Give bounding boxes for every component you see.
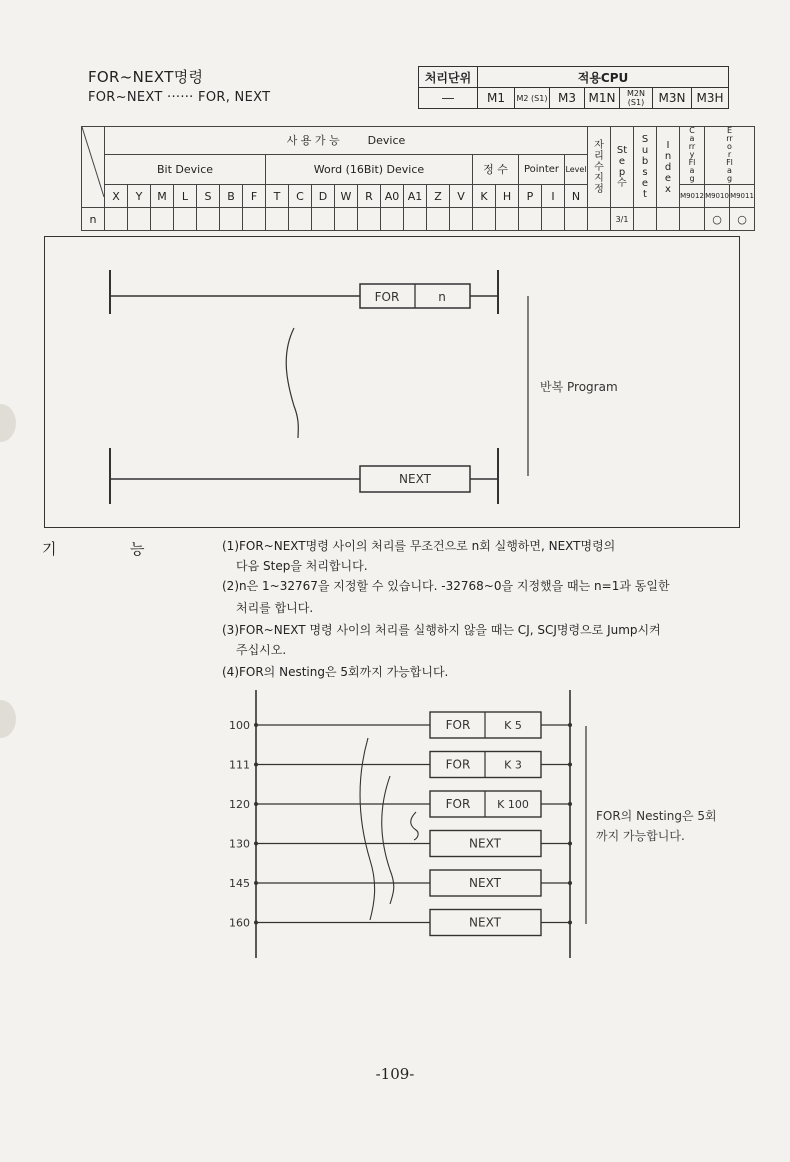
subset-header: [634, 127, 657, 208]
level-header: Level: [565, 154, 588, 184]
cpu-m1: M1: [478, 88, 515, 109]
col-c: C: [289, 185, 312, 208]
cpu-m2n: M2N (S1): [620, 88, 653, 109]
cell: [450, 208, 473, 231]
unit-label: 처리단위: [419, 67, 478, 88]
next-label: NEXT: [399, 472, 431, 486]
cpu-m3h: M3H: [692, 88, 729, 109]
error-header: [705, 127, 755, 185]
instruction-op: FOR: [445, 718, 471, 732]
cell: [105, 208, 128, 231]
cell: [404, 208, 427, 231]
word-device-header: Word (16Bit) Device: [266, 154, 473, 184]
function-line-7: (4)FOR의 Nesting은 5회까지 가능합니다.: [222, 665, 449, 679]
ladder-diagram-1: [44, 236, 740, 528]
cell: [519, 208, 542, 231]
col-a0: A0: [381, 185, 404, 208]
function-line-2: 다음 Step을 처리합니다.: [236, 559, 368, 573]
index-label: Index: [664, 139, 672, 195]
cell: [565, 208, 588, 231]
col-n: N: [565, 185, 588, 208]
carry-code: M9012: [680, 185, 705, 208]
instruction-arg: K 3: [504, 758, 522, 772]
step-number: 100: [229, 719, 250, 732]
error-mark-1: ○: [705, 208, 730, 231]
end-dot: [568, 802, 572, 806]
col-a1: A1: [404, 185, 427, 208]
instruction-op: NEXT: [469, 876, 501, 890]
col-i: I: [542, 185, 565, 208]
rung-145: [229, 870, 572, 896]
col-m: M: [151, 185, 174, 208]
cell: [174, 208, 197, 231]
bit-device-header: Bit Device: [105, 154, 266, 184]
col-v: V: [450, 185, 473, 208]
function-line-6: 주십시오.: [236, 643, 287, 657]
omission-wave-middle: [382, 776, 394, 904]
step-number: 130: [229, 837, 250, 851]
error-code-1: M9010: [705, 185, 730, 208]
step-number: 120: [229, 798, 250, 811]
device-table: [81, 126, 755, 231]
instruction-arg: K 100: [497, 798, 529, 811]
function-line-1: (1)FOR~NEXT명령 사이의 처리를 무조건으로 n회 실행하면, NEXT명령의: [222, 539, 616, 553]
punch-hole-bottom: [0, 700, 16, 738]
device-label: Device: [367, 134, 406, 148]
index-header: [657, 127, 680, 208]
page-title: FOR~NEXT명령: [88, 68, 204, 86]
usable-label: 사 용 가 능: [286, 134, 340, 148]
function-label-neung: 능: [130, 540, 145, 558]
cpu-m2: M2 (S1): [515, 88, 550, 109]
cell: [220, 208, 243, 231]
col-d: D: [312, 185, 335, 208]
col-y: Y: [128, 185, 151, 208]
cell: [312, 208, 335, 231]
cell: [381, 208, 404, 231]
omission-wave-outer: [360, 738, 375, 920]
usable-device-header: [105, 127, 588, 155]
col-p: P: [519, 185, 542, 208]
col-r: R: [358, 185, 381, 208]
cell: [427, 208, 450, 231]
for-label: FOR: [374, 290, 400, 304]
end-dot: [568, 881, 572, 885]
pointer-header: Pointer: [519, 154, 565, 184]
step-number: 145: [229, 877, 250, 890]
unit-value: ―: [419, 88, 478, 109]
instruction-op: FOR: [445, 797, 471, 811]
col-h: H: [496, 185, 519, 208]
index-cell: [657, 208, 680, 231]
instruction-arg: K 5: [504, 719, 522, 732]
cell: [266, 208, 289, 231]
step-number: 111: [229, 758, 250, 772]
col-k: K: [473, 185, 496, 208]
subset-cell: [634, 208, 657, 231]
rung-120: [229, 791, 572, 817]
for-operand: n: [438, 290, 446, 304]
cpu-m3n: M3N: [653, 88, 692, 109]
omission-wave: [286, 328, 298, 438]
end-dot: [568, 921, 572, 925]
cpu-m1n: M1N: [585, 88, 620, 109]
nesting-diagram: [220, 680, 760, 960]
col-z: Z: [427, 185, 450, 208]
instruction-op: NEXT: [469, 836, 501, 851]
carry-header: [680, 127, 705, 185]
cell: [542, 208, 565, 231]
col-w: W: [335, 185, 358, 208]
repeat-label: 반복 Program: [540, 380, 618, 394]
col-x: X: [105, 185, 128, 208]
instruction-op: NEXT: [469, 915, 501, 930]
cell: [151, 208, 174, 231]
cell: [496, 208, 519, 231]
col-t: T: [266, 185, 289, 208]
nesting-note-2: 까지 가능합니다.: [596, 829, 685, 843]
cell: [197, 208, 220, 231]
punch-hole-top: [0, 404, 16, 442]
col-b: B: [220, 185, 243, 208]
function-label-ki: 기: [42, 540, 57, 558]
page-subtitle: FOR~NEXT ······ FOR, NEXT: [88, 90, 271, 105]
error-label: Error Flag: [726, 126, 733, 183]
function-line-3: (2)n은 1~32767을 지정할 수 있습니다. -32768~0을 지정했을 때는 n=1과 동일한: [222, 579, 670, 593]
cell: [358, 208, 381, 231]
step-header: [611, 127, 634, 208]
diagonal-cell: [82, 127, 105, 208]
cell: [243, 208, 266, 231]
carry-label: Carry Flag: [688, 126, 696, 183]
row-label: n: [82, 208, 105, 231]
end-dot: [568, 842, 572, 846]
subset-label: Subset: [641, 134, 649, 200]
error-code-2: M9011: [730, 185, 755, 208]
page-number: -109-: [375, 1065, 415, 1083]
col-f: F: [243, 185, 266, 208]
rung-130: [229, 831, 572, 857]
digit-header: [588, 127, 611, 208]
cpu-table: [418, 66, 729, 109]
col-l: L: [174, 185, 197, 208]
rung-111: [229, 752, 572, 778]
step-cell: 3/1: [611, 208, 634, 231]
cell: [128, 208, 151, 231]
function-line-4: 처리를 합니다.: [236, 601, 314, 615]
cpu-m3: M3: [550, 88, 585, 109]
rung-100: [229, 712, 572, 738]
col-s: S: [197, 185, 220, 208]
nesting-note-1: FOR의 Nesting은 5회: [596, 809, 717, 823]
cell: [473, 208, 496, 231]
step-number: 160: [229, 916, 250, 930]
digit-label: 자리수지정: [594, 139, 604, 195]
function-line-5: (3)FOR~NEXT 명령 사이의 처리를 실행하지 않을 때는 CJ, SCJ명령으로 Jump시켜: [222, 623, 661, 637]
rung-160: [229, 910, 572, 936]
error-mark-2: ○: [730, 208, 755, 231]
carry-cell: [680, 208, 705, 231]
omission-wave-inner: [411, 812, 418, 840]
cell: [335, 208, 358, 231]
cpu-label: 적용CPU: [478, 67, 729, 88]
end-dot: [568, 723, 572, 727]
instruction-op: FOR: [445, 757, 471, 772]
constant-header: 정 수: [473, 154, 519, 184]
cell: [289, 208, 312, 231]
step-label: Step수: [616, 145, 628, 189]
end-dot: [568, 763, 572, 767]
digit-cell: [588, 208, 611, 231]
